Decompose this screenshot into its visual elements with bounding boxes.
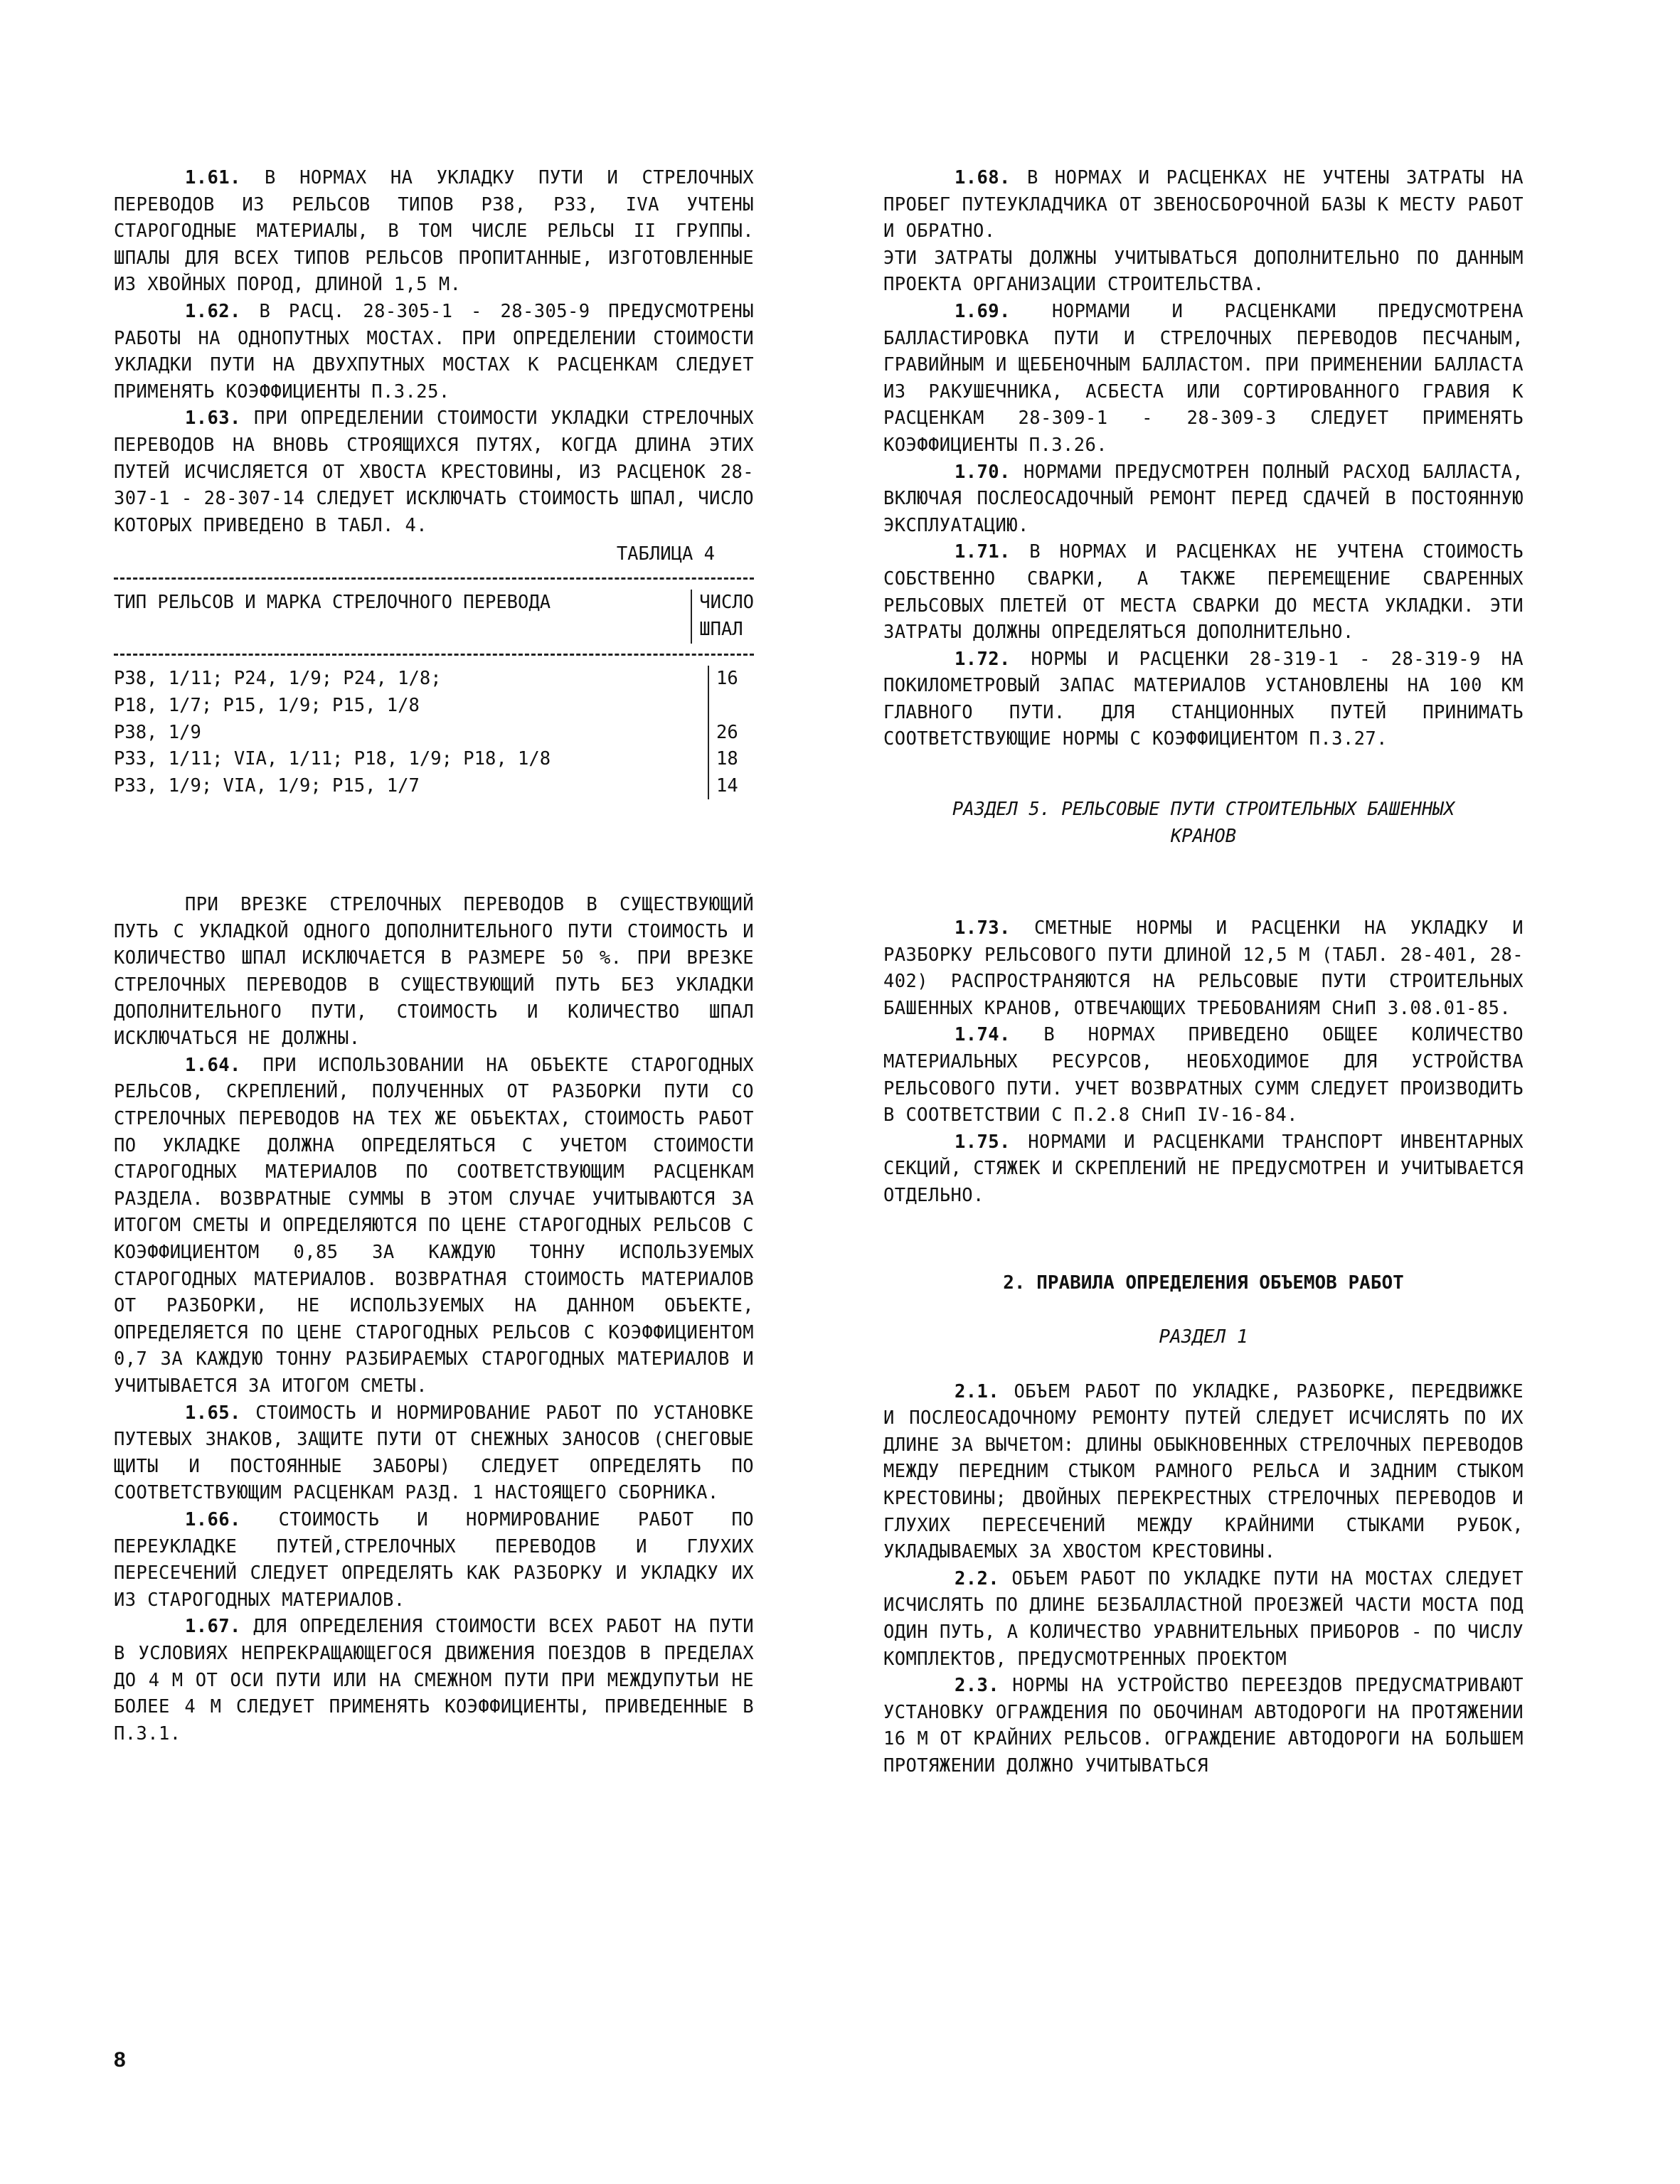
- table-cell-type: Р33, 1/11; VIA, 1/11; Р18, 1/9; Р18, 1/8: [114, 748, 551, 770]
- clause-number: 2.1.: [955, 1380, 1000, 1402]
- paragraph-text: НОРМАМИ ПРЕДУСМОТРЕН ПОЛНЫЙ РАСХОД БАЛЛАСТА, ВКЛЮЧАЯ ПОСЛЕОСАДОЧНЫЙ РЕМОНТ ПЕРЕД СДАЧЕЙ В ПОСТОЯННУЮ ЭКСПЛУАТАЦИЮ.: [883, 461, 1524, 536]
- table-row: [114, 720, 754, 747]
- paragraph-1-71: [883, 539, 1524, 646]
- clause-number: 1.72.: [955, 648, 1011, 670]
- paragraph-vrezka: ПРИ ВРЕЗКЕ СТРЕЛОЧНЫХ ПЕРЕВОДОВ В СУЩЕСТВУЮЩИЙ ПУТЬ С УКЛАДКОЙ ОДНОГО ДОПОЛНИТЕЛЬНОГО ПУТИ СТОИМОСТЬ И КОЛИЧЕСТВО ШПАЛ ИСКЛЮЧАЕТСЯ В РАЗМЕРЕ 50 %. ПРИ ВРЕЗКЕ СТРЕЛОЧНЫХ ПЕРЕВОДОВ В СУЩЕСТВУЮЩИЙ ПУТЬ БЕЗ УКЛАДКИ ДОПОЛНИТЕЛЬНОГО ПУТИ, СТОИМОСТЬ И КОЛИЧЕСТВО ШПАЛ ИСКЛЮЧАТЬСЯ НЕ ДОЛЖНЫ.: [114, 894, 754, 1050]
- paragraph-1-64: [114, 1053, 754, 1400]
- paragraph-text: НОРМЫ И РАСЦЕНКИ 28-319-1 - 28-319-9 НА ПОКИЛОМЕТРОВЫЙ ЗАПАС МАТЕРИАЛОВ УСТАНОВЛЕНЫ НА 100 КМ ГЛАВНОГО ПУТИ. ДЛЯ СТАНЦИОННЫХ ПУТЕЙ ПРИНИМАТЬ СООТВЕТСТВУЮЩИЕ НОРМЫ С КОЭФФИЦИЕНТОМ П.3.27.: [883, 648, 1524, 750]
- paragraph-1-72: [883, 646, 1524, 753]
- paragraph-text: В НОРМАХ И РАСЦЕНКАХ НЕ УЧТЕНА СТОИМОСТЬ СОБСТВЕННО СВАРКИ, А ТАКЖЕ ПЕРЕМЕЩЕНИЕ СВАРЕННЫХ РЕЛЬСОВЫХ ПЛЕТЕЙ ОТ МЕСТА СВАРКИ ДО МЕСТА УКЛАДКИ. ЭТИ ЗАТРАТЫ ДОЛЖНЫ ОПРЕДЕЛЯТЬСЯ ДОПОЛНИТЕЛЬНО.: [883, 541, 1524, 644]
- clause-number: 1.68.: [955, 167, 1011, 188]
- table-row: [114, 773, 754, 800]
- table-cell-count: 16: [708, 666, 754, 693]
- paragraph-2-2: [883, 1566, 1524, 1673]
- spacer: [114, 799, 754, 892]
- table-rule-top: [114, 577, 754, 580]
- clause-number: 1.70.: [955, 461, 1011, 483]
- paragraph-text: ПРИ ИСПОЛЬЗОВАНИИ НА ОБЪЕКТЕ СТАРОГОДНЫХ РЕЛЬСОВ, СКРЕПЛЕНИЙ, ПОЛУЧЕННЫХ ОТ РАЗБОРКИ ПУТИ СО СТРЕЛОЧНЫХ ПЕРЕВОДОВ НА ТЕХ ЖЕ ОБЪЕКТАХ, СТОИМОСТЬ РАБОТ ПО УКЛАДКЕ ДОЛЖНА ОПРЕДЕЛЯТЬСЯ С УЧЕТОМ СТОИМОСТИ СТАРОГОДНЫХ МАТЕРИАЛОВ ПО СООТВЕТСТВУЮЩИМ РАСЦЕНКАМ РАЗДЕЛА. ВОЗВРАТНЫЕ СУММЫ В ЭТОМ СЛУЧАЕ УЧИТЫВАЮТСЯ ЗА ИТОГОМ СМЕТЫ И ОПРЕДЕЛЯЮТСЯ ПО ЦЕНЕ СТАРОГОДНЫХ РЕЛЬСОВ С КОЭФФИЦИЕНТОМ 0,85 ЗА КАЖДУЮ ТОННУ ИСПОЛЬЗУЕМЫХ СТАРОГОДНЫХ МАТЕРИАЛОВ. ВОЗВРАТНАЯ СТОИМОСТЬ МАТЕРИАЛОВ ОТ РАЗБОРКИ, НЕ ИСПОЛЬЗУЕМЫХ НА ДАННОМ ОБЪЕКТЕ, ОПРЕДЕЛЯЕТСЯ ПО ЦЕНЕ СТАРОГОДНЫХ РЕЛЬСОВ С КОЭФФИЦИЕНТОМ 0,7 ЗА КАЖДУЮ ТОННУ РАЗБИРАЕМЫХ СТАРОГОДНЫХ МАТЕРИАЛОВ И УЧИТЫВАЕТСЯ ЗА ИТОГОМ СМЕТЫ.: [114, 1054, 754, 1397]
- left-column: [114, 165, 754, 1747]
- table-row: [114, 746, 754, 773]
- table-cell-type: Р18, 1/7; Р15, 1/9; Р15, 1/8: [114, 694, 420, 716]
- table-header-count-line1: ЧИСЛО: [699, 592, 754, 614]
- table-cell-type: Р33, 1/9; VIA, 1/9; Р15, 1/7: [114, 774, 420, 797]
- paragraph-text: В НОРМАХ И РАСЦЕНКАХ НЕ УЧТЕНЫ ЗАТРАТЫ НА ПРОБЕГ ПУТЕУКЛАДЧИКА ОТ ЗВЕНОСБОРОЧНОЙ БАЗЫ К МЕСТУ РАБОТ И ОБРАТНО.: [883, 167, 1524, 243]
- paragraph-text: В НОРМАХ НА УКЛАДКУ ПУТИ И СТРЕЛОЧНЫХ ПЕРЕВОДОВ ИЗ РЕЛЬСОВ ТИПОВ Р38, Р33, IVA УЧТЕНЫ СТАРОГОДНЫЕ МАТЕРИАЛЫ, В ТОМ ЧИСЛЕ РЕЛЬСЫ II ГРУППЫ. ШПАЛЫ ДЛЯ ВСЕХ ТИПОВ РЕЛЬСОВ ПРОПИТАННЫЕ, ИЗГОТОВЛЕННЫЕ ИЗ ХВОЙНЫХ ПОРОД, ДЛИНОЙ 1,5 М.: [114, 167, 754, 296]
- clause-number: 1.64.: [185, 1054, 241, 1076]
- clause-number: 1.63.: [185, 407, 241, 430]
- paragraph-text: СТОИМОСТЬ И НОРМИРОВАНИЕ РАБОТ ПО УСТАНОВКЕ ПУТЕВЫХ ЗНАКОВ, ЗАЩИТЕ ПУТИ ОТ СНЕЖНЫХ ЗАНОСОВ (СНЕГОВЫЕ ЩИТЫ И ПОСТОЯННЫЕ ЗАБОРЫ) СЛЕДУЕТ ОПРЕДЕЛЯТЬ ПО СООТВЕТСТВУЮЩИМ РАСЦЕНКАМ РАЗД. 1 НАСТОЯЩЕГО СБОРНИКА.: [114, 1402, 754, 1504]
- paragraph-2-1: [883, 1379, 1524, 1566]
- table-row: [114, 666, 754, 693]
- clause-number: 1.65.: [185, 1402, 241, 1424]
- table-rule-mid: [114, 654, 754, 656]
- paragraph-1-68-continued: ЭТИ ЗАТРАТЫ ДОЛЖНЫ УЧИТЫВАТЬСЯ ДОПОЛНИТЕЛЬНО ПО ДАННЫМ ПРОЕКТА ОРГАНИЗАЦИИ СТРОИТЕЛЬСТВА.: [883, 247, 1524, 296]
- table-header-row: [114, 590, 754, 644]
- clause-number: 1.66.: [185, 1508, 241, 1530]
- paragraph-1-61: [114, 165, 754, 299]
- paragraph-text: СТОИМОСТЬ И НОРМИРОВАНИЕ РАБОТ ПО ПЕРЕУКЛАДКЕ ПУТЕЙ,СТРЕЛОЧНЫХ ПЕРЕВОДОВ И ГЛУХИХ ПЕРЕСЕЧЕНИЙ СЛЕДУЕТ ОПРЕДЕЛЯТЬ КАК РАЗБОРКУ И УКЛАДКУ ИХ ИЗ СТАРОГОДНЫХ МАТЕРИАЛОВ.: [114, 1508, 754, 1611]
- spacer: [883, 753, 1524, 796]
- right-column: [883, 165, 1524, 1780]
- clause-number: 1.67.: [185, 1616, 241, 1638]
- paragraph-text: В РАСЦ. 28-305-1 - 28-305-9 ПРЕДУСМОТРЕНЫ РАБОТЫ НА ОДНОПУТНЫХ МОСТАХ. ПРИ ОПРЕДЕЛЕНИИ СТОИМОСТИ УКЛАДКИ ПУТИ НА ДВУХПУТНЫХ МОСТАХ К РАСЦЕНКАМ СЛЕДУЕТ ПРИМЕНЯТЬ КОЭФФИЦИЕНТЫ П.3.25.: [114, 300, 754, 403]
- table-cell-count: 18: [708, 746, 754, 773]
- paragraph-2-3: [883, 1673, 1524, 1779]
- page-number: 8: [114, 2048, 126, 2072]
- paragraph-text: ПРИ ОПРЕДЕЛЕНИИ СТОИМОСТИ УКЛАДКИ СТРЕЛОЧНЫХ ПЕРЕВОДОВ НА ВНОВЬ СТРОЯЩИХСЯ ПУТЯХ, КОГДА ДЛИНА ЭТИХ ПУТЕЙ ИСЧИСЛЯЕТСЯ ОТ ХВОСТА КРЕСТОВИНЫ, ИЗ РАСЦЕНОК 28-307-1 - 28-307-14 СЛЕДУЕТ ИСКЛЮЧАТЬ СТОИМОСТЬ ШПАЛ, ЧИСЛО КОТОРЫХ ПРИВЕДЕНО В ТАБЛ. 4.: [114, 407, 754, 536]
- paragraph-1-74: [883, 1022, 1524, 1129]
- paragraph-1-69: [883, 299, 1524, 459]
- clause-number: 1.62.: [185, 300, 241, 322]
- chapter-2-heading: 2. ПРАВИЛА ОПРЕДЕЛЕНИЯ ОБЪЕМОВ РАБОТ: [1003, 1272, 1404, 1294]
- paragraph-1-65: [114, 1400, 754, 1507]
- paragraph-1-75: [883, 1129, 1524, 1210]
- paragraph-1-67: [114, 1614, 754, 1747]
- clause-number: 1.71.: [955, 541, 1011, 563]
- paragraph-text: СМЕТНЫЕ НОРМЫ И РАСЦЕНКИ НА УКЛАДКУ И РАЗБОРКУ РЕЛЬСОВОГО ПУТИ ДЛИНОЙ 12,5 М (ТАБЛ. 28-401, 28-402) РАСПРОСТРАНЯЮТСЯ НА РЕЛЬСОВЫЕ ПУТИ СТРОИТЕЛЬНЫХ БАШЕННЫХ КРАНОВ, ОТВЕЧАЮЩИХ ТРЕБОВАНИЯМ СНиП 3.08.01-85.: [883, 917, 1524, 1019]
- paragraph-text: ОБЪЕМ РАБОТ ПО УКЛАДКЕ, РАЗБОРКЕ, ПЕРЕДВИЖКЕ И ПОСЛЕОСАДОЧНОМУ РЕМОНТУ ПУТЕЙ СЛЕДУЕТ ИСЧИСЛЯТЬ ПО ИХ ДЛИНЕ ЗА ВЫЧЕТОМ: ДЛИНЫ ОБЫКНОВЕННЫХ СТРЕЛОЧНЫХ ПЕРЕВОДОВ МЕЖДУ ПЕРЕДНИМ СТЫКОМ РАМНОГО РЕЛЬСА И ЗАДНИМ СТЫКОМ КРЕСТОВИНЫ; ДВОЙНЫХ ПЕРЕКРЕСТНЫХ СТРЕЛОЧНЫХ ПЕРЕВОДОВ И ГЛУХИХ ПЕРЕСЕЧЕНИЙ МЕЖДУ КРАЙНИМИ СТЫКАМИ РУБОК, УКЛАДЫВАЕМЫХ ЗА ХВОСТОМ КРЕСТОВИНЫ.: [883, 1380, 1524, 1563]
- paragraph-1-68: [883, 165, 1524, 245]
- spacer: [883, 850, 1524, 915]
- section-5-heading: РАЗДЕЛ 5. РЕЛЬСОВЫЕ ПУТИ СТРОИТЕЛЬНЫХ БАШЕННЫХ КРАНОВ: [952, 799, 1455, 848]
- clause-number: 1.73.: [955, 917, 1011, 939]
- table-header-count: [691, 590, 754, 644]
- table-cell-type: Р38, 1/9: [114, 721, 201, 743]
- paragraph-text: НОРМЫ НА УСТРОЙСТВО ПЕРЕЕЗДОВ ПРЕДУСМАТРИВАЮТ УСТАНОВКУ ОГРАЖДЕНИЯ ПО ОБОЧИНАМ АВТОДОРОГИ НА ПРОТЯЖЕНИИ 16 М ОТ КРАЙНИХ РЕЛЬСОВ. ОГРАЖДЕНИЕ АВТОДОРОГИ НА БОЛЬШЕМ ПРОТЯЖЕНИИ ДОЛЖНО УЧИТЫВАТЬСЯ: [883, 1675, 1524, 1777]
- paragraph-text: ДЛЯ ОПРЕДЕЛЕНИЯ СТОИМОСТИ ВСЕХ РАБОТ НА ПУТИ В УСЛОВИЯХ НЕПРЕКРАЩАЮЩЕГОСЯ ДВИЖЕНИЯ ПОЕЗДОВ В ПРЕДЕЛАХ ДО 4 М ОТ ОСИ ПУТИ ИЛИ НА СМЕЖНОМ ПУТИ ПРИ МЕЖДУПУТЬИ НЕ БОЛЕЕ 4 М СЛЕДУЕТ ПРИМЕНЯТЬ КОЭФФИЦИЕНТЫ, ПРИВЕДЕННЫЕ В П.3.1.: [114, 1616, 754, 1744]
- table-caption: ТАБЛИЦА 4: [616, 543, 715, 565]
- clause-number: 1.74.: [955, 1024, 1011, 1046]
- paragraph-text: В НОРМАХ ПРИВЕДЕНО ОБЩЕЕ КОЛИЧЕСТВО МАТЕРИАЛЬНЫХ РЕСУРСОВ, НЕОБХОДИМОЕ ДЛЯ УСТРОЙСТВА РЕЛЬСОВОГО ПУТИ. УЧЕТ ВОЗВРАТНЫХ СУММ СЛЕДУЕТ ПРОИЗВОДИТЬ В СООТВЕТСТВИИ С П.2.8 СНиП IV-16-84.: [883, 1024, 1524, 1126]
- paragraph-text: НОРМАМИ И РАСЦЕНКАМИ ПРЕДУСМОТРЕНА БАЛЛАСТИРОВКА ПУТИ И СТРЕЛОЧНЫХ ПЕРЕВОДОВ ПЕСЧАНЫМ, ГРАВИЙНЫМ И ЩЕБЕНОЧНЫМ БАЛЛАСТОМ. ПРИ ПРИМЕНЕНИИ БАЛЛАСТА ИЗ РАКУШЕЧНИКА, АСБЕСТА ИЛИ СОРТИРОВАННОГО ГРАВИЯ К РАСЦЕНКАМ 28-309-1 - 28-309-3 СЛЕДУЕТ ПРИМЕНЯТЬ КОЭФФИЦИЕНТЫ П.3.26.: [883, 300, 1524, 456]
- paragraph-1-66: [114, 1507, 754, 1614]
- paragraph-1-63: [114, 405, 754, 539]
- table-row: [114, 693, 754, 720]
- paragraph-1-73: [883, 915, 1524, 1022]
- spacer: [883, 1210, 1524, 1269]
- table-header-type: ТИП РЕЛЬСОВ И МАРКА СТРЕЛОЧНОГО ПЕРЕВОДА: [114, 592, 551, 614]
- table-cell-count: [708, 693, 754, 720]
- clause-number: 2.3.: [955, 1675, 1000, 1697]
- table-cell-count: 26: [708, 720, 754, 747]
- sleepers-table: [114, 577, 754, 799]
- spacer: [883, 1296, 1524, 1323]
- clause-number: 1.61.: [185, 167, 241, 188]
- table-cell-type: Р38, 1/11; Р24, 1/9; Р24, 1/8;: [114, 668, 442, 690]
- spacer: [883, 1351, 1524, 1379]
- section-1-heading: РАЗДЕЛ 1: [1159, 1326, 1248, 1348]
- clause-number: 1.69.: [955, 300, 1011, 322]
- paragraph-1-70: [883, 459, 1524, 540]
- table-header-count-line2: ШПАЛ: [699, 618, 743, 640]
- table-cell-count: 14: [708, 773, 754, 800]
- clause-number: 2.2.: [955, 1567, 1000, 1589]
- paragraph-text: ОБЪЕМ РАБОТ ПО УКЛАДКЕ ПУТИ НА МОСТАХ СЛЕДУЕТ ИСЧИСЛЯТЬ ПО ДЛИНЕ БЕЗБАЛЛАСТНОЙ ПРОЕЗЖЕЙ ЧАСТИ МОСТА ПОД ОДИН ПУТЬ, А КОЛИЧЕСТВО УРАВНИТЕЛЬНЫХ ПРИБОРОВ - ПО ЧИСЛУ КОМПЛЕКТОВ, ПРЕДУСМОТРЕННЫХ ПРОЕКТОМ: [883, 1567, 1524, 1670]
- clause-number: 1.75.: [955, 1131, 1011, 1153]
- paragraph-text: НОРМАМИ И РАСЦЕНКАМИ ТРАНСПОРТ ИНВЕНТАРНЫХ СЕКЦИЙ, СТЯЖЕК И СКРЕПЛЕНИЙ НЕ ПРЕДУСМОТРЕН И УЧИТЫВАЕТСЯ ОТДЕЛЬНО.: [883, 1131, 1524, 1206]
- paragraph-1-62: [114, 299, 754, 405]
